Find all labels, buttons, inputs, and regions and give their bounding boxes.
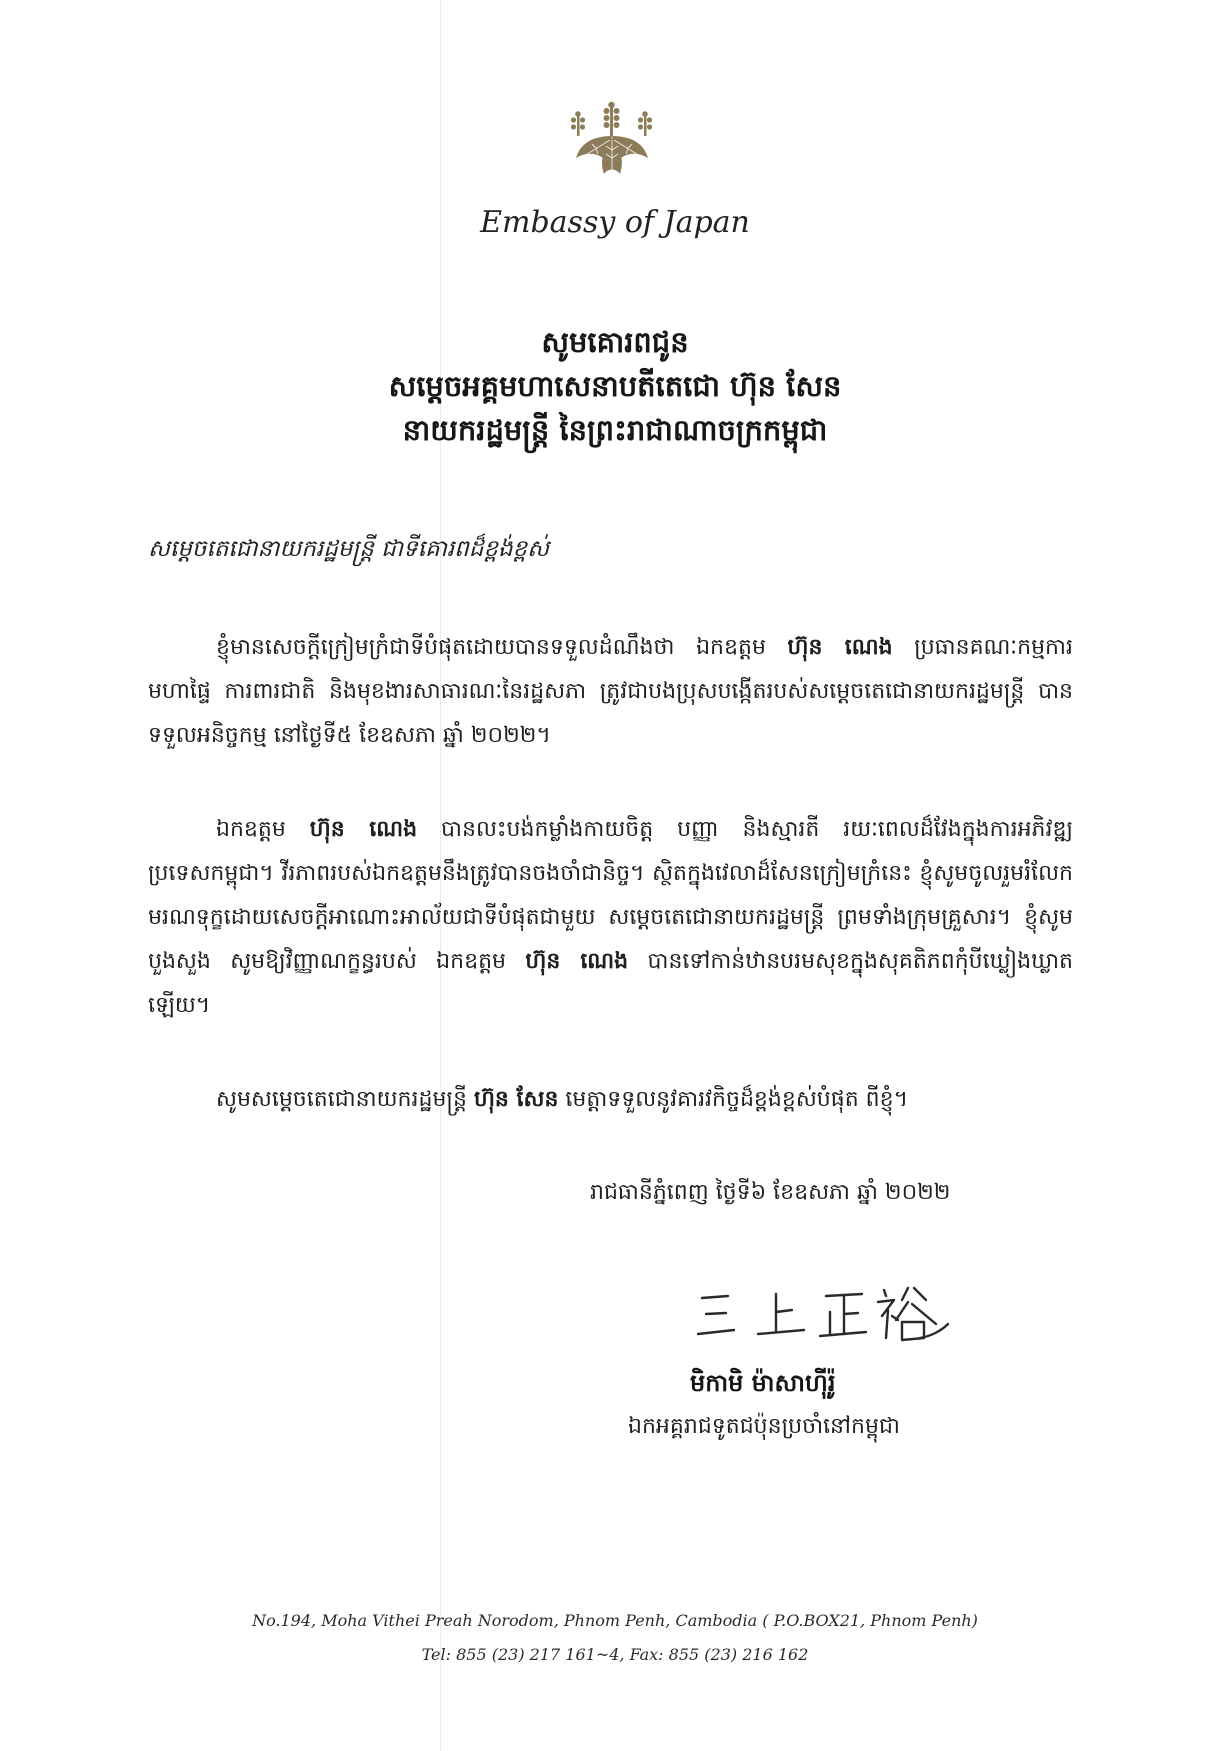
- addressee-block: [0, 320, 1230, 452]
- footer: [0, 1604, 1230, 1672]
- paulownia-crest-icon: [562, 100, 662, 176]
- p3-name: ហ៊ុន សែន: [473, 1087, 559, 1112]
- p2-text-c: បានទៅកាន់ឋានបរមសុខក្នុងសុគតិភពកុំបីឃ្លៀងឃ្លាតឡើយ។: [148, 949, 1073, 1018]
- signer-name: មិកាមិ ម៉ាសាហ៊ីរ៉ូ: [690, 1369, 836, 1397]
- addressee-line-1: សូមគោរពជូន: [541, 325, 689, 359]
- p1-text-a: ខ្ញុំមានសេចក្ដីក្រៀមក្រំជាទីបំផុតដោយបានទទួលដំណឹងថា ឯកឧត្ដម: [216, 635, 788, 660]
- addressee-line-2: សម្ដេចអគ្គមហាសេនាបតីតេជោ ហ៊ុន សែន: [388, 369, 842, 403]
- p2-name-2: ហ៊ុន ណេង: [525, 949, 629, 974]
- p2-text-a: ឯកឧត្ដម: [216, 817, 310, 842]
- p2-text-b: បានលះបង់កម្លាំងកាយចិត្ត បញ្ញា និងស្មារតី រយៈពេលដ៏វែងក្នុងការអភិវឌ្ឍប្រទេសកម្ពុជា។ វីរភាពរបស់ឯកឧត្ដមនឹងត្រូវបានចងចាំជានិច្ច។ ស្ថិតក្នុងវេលាដ៏សែនក្រៀមក្រំនេះ ខ្ញុំសូមចូលរួមរំលែកមរណទុក្ខដោយសេចក្ដីអាណោះអាល័យជាទីបំផុតជាមួយ សម្ដេចតេជោនាយករដ្ឋមន្ត្រី ព្រមទាំងក្រុមគ្រួសារ។ ខ្ញុំសូមបួងសួង សូមឱ្យវិញ្ញាណក្ខន្ធរបស់ ឯកឧត្ដម: [148, 817, 1073, 974]
- p3-text-a: សូមសម្ដេចតេជោនាយករដ្ឋមន្ត្រី: [216, 1087, 474, 1112]
- p2-name-1: ហ៊ុន ណេង: [309, 817, 418, 842]
- letter-date: រាជធានីភ្នំពេញ ថ្ងៃទី៦ ខែឧសភា ឆ្នាំ ២០២២: [590, 1180, 951, 1205]
- footer-address: No.194, Moha Vithei Preah Norodom, Phnom Penh, Cambodia ( P.O.BOX21, Phnom Penh): [252, 1611, 978, 1630]
- salutation: សម្ដេចតេជោនាយករដ្ឋមន្ត្រី ជាទីគោរពដ៏ខ្ពង់ខ្ពស់: [148, 536, 550, 562]
- paragraph-3: [148, 1078, 1073, 1122]
- addressee-line-3: នាយករដ្ឋមន្ត្រី នៃព្រះរាជាណាចក្រកម្ពុជា: [402, 413, 828, 447]
- footer-contact: Tel: 855 (23) 217 161~4, Fax: 855 (23) 216 162: [421, 1645, 809, 1664]
- p3-text-b: មេត្តាទទួលនូវគារវកិច្ចដ៏ខ្ពង់ខ្ពស់បំផុត ពីខ្ញុំ។: [558, 1087, 909, 1112]
- paragraph-2: [148, 808, 1073, 1028]
- p1-text-b: ប្រធានគណៈកម្មការមហាផ្ទៃ ការពារជាតិ និងមុខងារសាធារណៈនៃរដ្ឋសភា ត្រូវជាបងប្រុសបង្កើតរបស់សម្ដេចតេជោនាយករដ្ឋមន្ត្រី បានទទួលអនិច្ចកម្ម នៅថ្ងៃទី៥ ខែឧសភា ឆ្នាំ ២០២២។: [148, 635, 1073, 748]
- signer-title: ឯកអគ្គរាជទូតជប៉ុនប្រចាំនៅកម្ពុជា: [628, 1414, 900, 1439]
- p1-name: ហ៊ុន ណេង: [787, 635, 893, 660]
- paragraph-1: [148, 626, 1073, 758]
- letterhead-title: Embassy of Japan: [480, 205, 750, 240]
- handwritten-signature: [680, 1280, 960, 1360]
